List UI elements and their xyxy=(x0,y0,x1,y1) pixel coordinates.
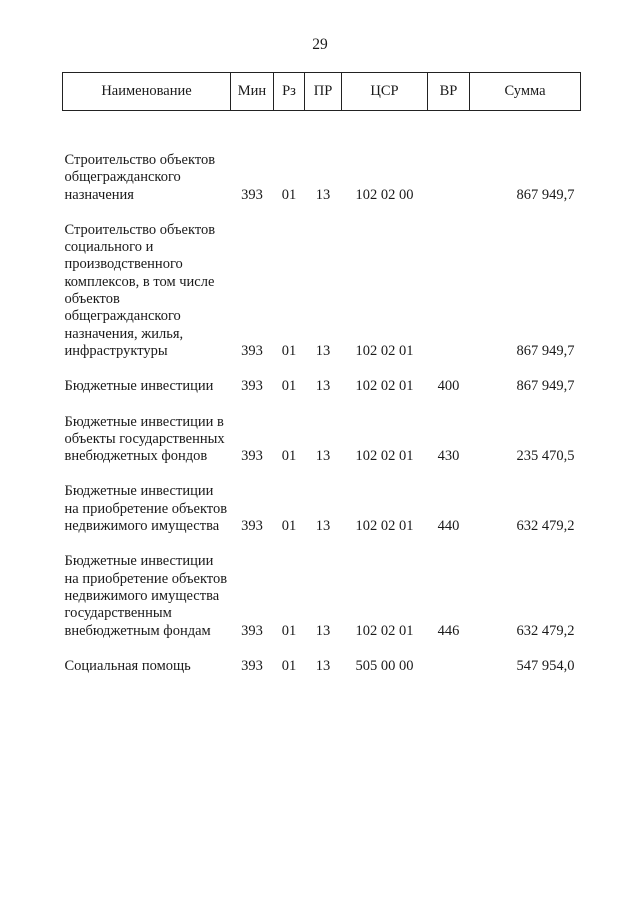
row-min: 393 xyxy=(241,186,263,203)
row-pr: 13 xyxy=(315,657,331,674)
row-csr: 102 02 01 xyxy=(355,448,414,465)
row-sum: 547 954,0 xyxy=(516,657,575,674)
table-header xyxy=(63,73,581,111)
row-csr: 505 00 00 xyxy=(355,657,414,674)
table-row xyxy=(63,378,581,395)
row-vr xyxy=(428,658,470,675)
row-csr: 102 02 01 xyxy=(355,378,414,395)
row-pr: 13 xyxy=(315,186,331,203)
header-sum: Сумма xyxy=(470,73,581,111)
table-row xyxy=(63,483,581,535)
row-sum: 632 479,2 xyxy=(516,622,575,639)
header-vr: ВР xyxy=(428,73,470,111)
row-vr xyxy=(428,222,470,360)
row-name: Бюджетные инвестиции xyxy=(64,378,214,395)
row-min: 393 xyxy=(241,448,263,465)
row-pr: 13 xyxy=(315,342,331,359)
row-pr: 13 xyxy=(315,518,331,535)
row-name: Бюджетные инвестиции на приобретение объектов недвижимого имущества государственным внебюджетным фондам xyxy=(64,553,228,639)
row-rz: 01 xyxy=(281,448,297,465)
table-row xyxy=(63,658,581,675)
row-name: Строительство объектов социального и производственного комплексов, в том числе объектов общегражданского назначения, жилья, инфраструктуры xyxy=(64,221,216,359)
row-pr: 13 xyxy=(315,378,331,395)
row-vr: 440 xyxy=(437,518,460,535)
row-vr: 400 xyxy=(437,378,460,395)
table-row xyxy=(63,222,581,360)
header-pr: ПР xyxy=(305,73,342,111)
row-csr: 102 02 01 xyxy=(355,518,414,535)
header-csr: ЦСР xyxy=(342,73,428,111)
row-min: 393 xyxy=(241,622,263,639)
row-name: Строительство объектов общегражданского назначения xyxy=(64,152,216,203)
row-csr: 102 02 01 xyxy=(355,342,414,359)
header-rz: Рз xyxy=(274,73,305,111)
row-min: 393 xyxy=(241,657,263,674)
table-body xyxy=(63,111,581,676)
row-vr: 446 xyxy=(437,622,460,639)
row-vr: 430 xyxy=(437,448,460,465)
header-name: Наименование xyxy=(63,73,231,111)
row-rz: 01 xyxy=(281,186,297,203)
row-vr xyxy=(428,152,470,204)
row-pr: 13 xyxy=(315,448,331,465)
row-rz: 01 xyxy=(281,518,297,535)
row-rz: 01 xyxy=(281,342,297,359)
header-min: Мин xyxy=(231,73,274,111)
table-row xyxy=(63,152,581,204)
budget-table xyxy=(62,72,581,675)
row-csr: 102 02 00 xyxy=(355,186,414,203)
row-sum: 867 949,7 xyxy=(516,378,575,395)
row-sum: 867 949,7 xyxy=(516,186,575,203)
row-sum: 867 949,7 xyxy=(516,342,575,359)
row-min: 393 xyxy=(241,518,263,535)
row-name: Бюджетные инвестиции на приобретение объектов недвижимого имущества xyxy=(64,483,228,535)
row-rz: 01 xyxy=(281,622,297,639)
page-number: 29 xyxy=(312,36,328,53)
table-row xyxy=(63,414,581,466)
row-sum: 632 479,2 xyxy=(516,518,575,535)
row-csr: 102 02 01 xyxy=(355,622,414,639)
row-rz: 01 xyxy=(281,657,297,674)
table-row xyxy=(63,553,581,639)
row-min: 393 xyxy=(241,342,263,359)
row-rz: 01 xyxy=(281,378,297,395)
row-pr: 13 xyxy=(315,622,331,639)
row-name: Бюджетные инвестиции в объекты государственных внебюджетных фондов xyxy=(64,413,225,465)
row-min: 393 xyxy=(241,378,263,395)
row-sum: 235 470,5 xyxy=(516,448,575,465)
row-name: Социальная помощь xyxy=(64,657,191,674)
